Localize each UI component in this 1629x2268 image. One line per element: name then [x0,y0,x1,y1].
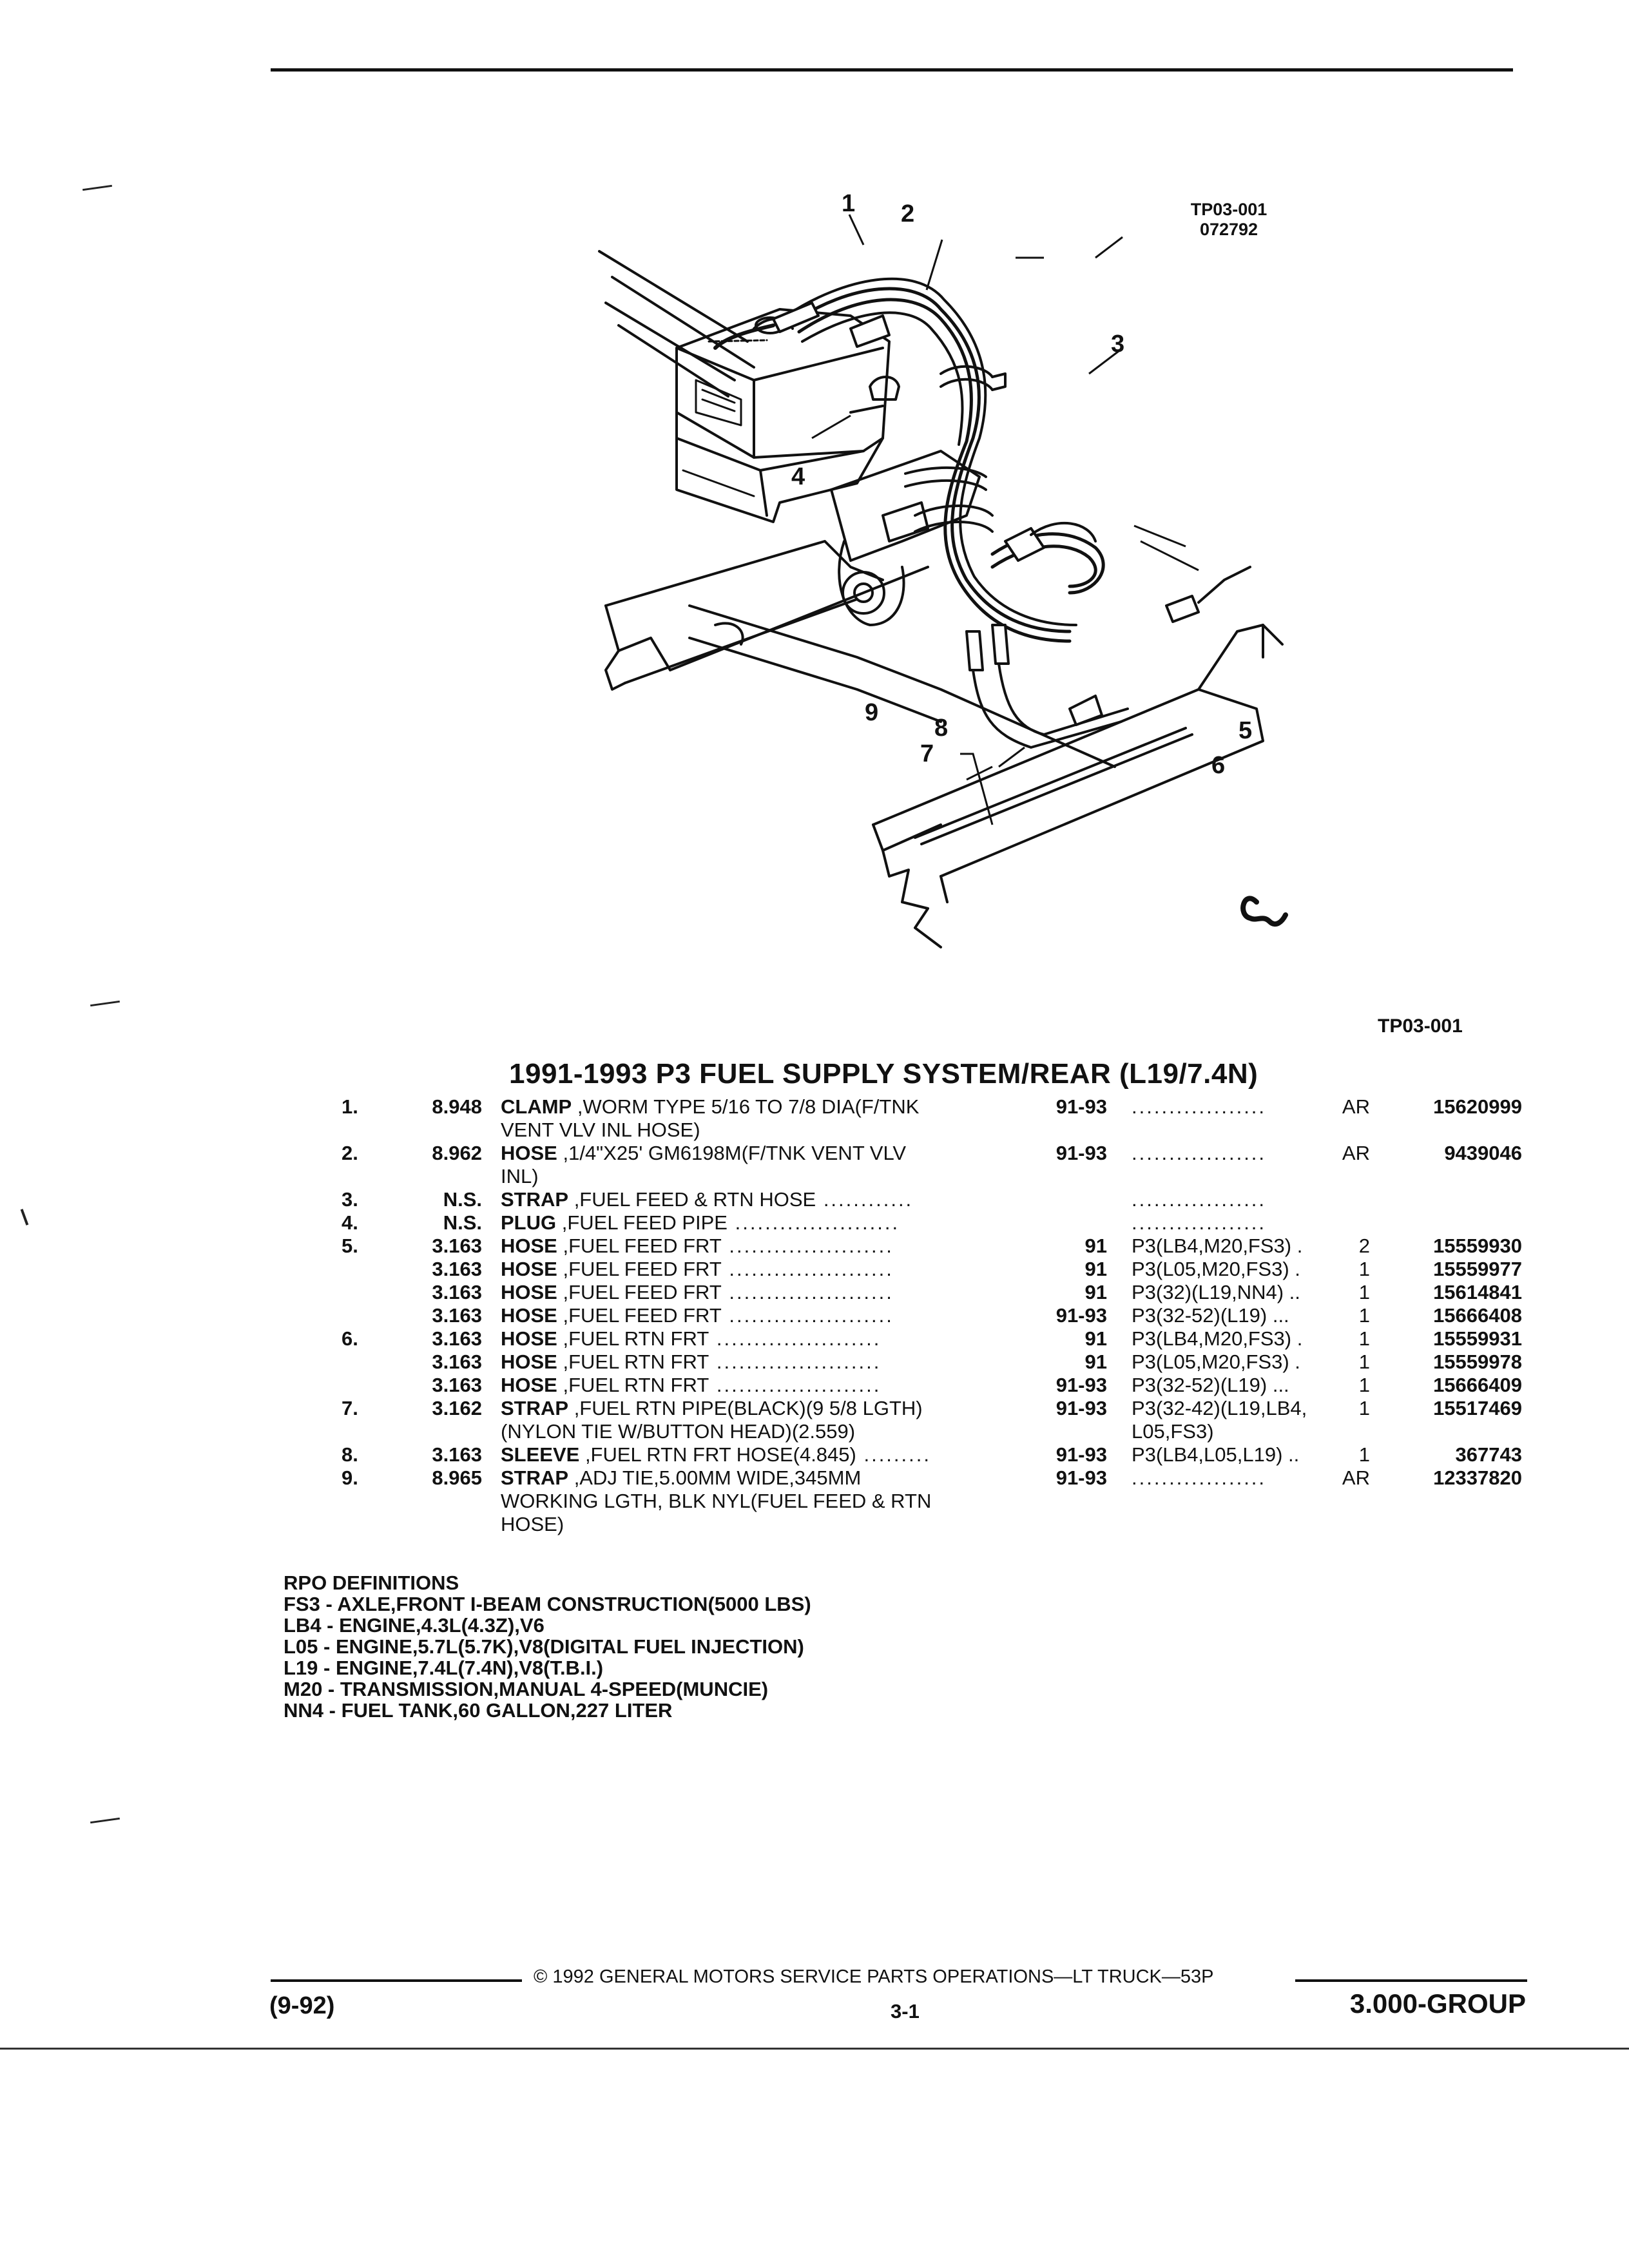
part-row [0,1350,1629,1374]
part-number: 15559930 [1433,1235,1522,1257]
leader-dots: ...................... [721,1281,894,1303]
footer-date: (9-92) [269,1992,335,2019]
leader-dots: ...................... [721,1235,894,1257]
part-usage: P3(L05,M20,FS3) . [1132,1258,1300,1280]
part-row [0,1374,1629,1397]
part-number: 367743 [1455,1443,1522,1466]
part-usage: P3(L05,M20,FS3) . [1132,1350,1300,1373]
part-number: 12337820 [1433,1466,1522,1489]
part-group-number: 3.163 [432,1374,482,1396]
footer-page-number: 3-1 [891,2000,920,2023]
part-description: HOSE ,FUEL RTN FRT ...................... [501,1350,882,1373]
callout-7: 7 [920,740,934,767]
part-usage [1132,1188,1351,1211]
part-group-number: 3.163 [432,1327,482,1350]
part-usage [1132,1095,1351,1119]
part-item-number: 3. [342,1188,358,1211]
part-name: STRAP [501,1188,569,1211]
part-group-number: 3.163 [432,1350,482,1373]
figure-id: TP03-001 [1190,200,1268,219]
part-quantity: 1 [1358,1281,1370,1303]
part-item-number: 1. [342,1095,358,1118]
part-description: STRAP ,FUEL FEED & RTN HOSE ............ [501,1188,914,1211]
part-name: HOSE [501,1142,557,1164]
part-years: 91-93 [1055,1443,1107,1466]
callout-5: 5 [1239,717,1253,744]
part-usage: P3(32-52)(L19) ... [1132,1304,1289,1327]
part-group-number: 8.965 [432,1466,482,1489]
part-number: 15666409 [1433,1374,1522,1396]
part-group-number: 3.163 [432,1281,482,1303]
leader-dots: ...................... [721,1258,894,1280]
part-number: 15620999 [1433,1095,1522,1118]
parts-list [0,1095,1629,1536]
part-usage [1132,1142,1351,1165]
part-item-number: 6. [342,1327,358,1350]
part-name: SLEEVE [501,1443,580,1466]
leader-dots: .................. [1132,1211,1267,1234]
part-name: CLAMP [501,1095,572,1118]
part-row [0,1188,1629,1211]
part-description: STRAP ,FUEL RTN PIPE(BLACK)(9 5/8 LGTH) (NYLON TIE W/BUTTON HEAD)(2.559) [501,1397,923,1443]
part-name: HOSE [501,1258,557,1280]
part-description: HOSE ,FUEL FEED FRT ...................... [501,1235,894,1257]
part-name: STRAP [501,1466,569,1489]
rpo-item: FS3 - AXLE,FRONT I-BEAM CONSTRUCTION(5000 LBS) [284,1593,811,1615]
part-description: HOSE ,FUEL FEED FRT ...................... [501,1281,894,1303]
rpo-item: L05 - ENGINE,5.7L(5.7K),V8(DIGITAL FUEL INJECTION) [284,1635,804,1658]
callout-2: 2 [901,200,915,227]
part-row [0,1142,1629,1188]
part-name: HOSE [501,1327,557,1350]
part-quantity: 1 [1358,1350,1370,1373]
footer-rule-left [271,1979,522,1982]
part-usage: P3(32-42)(L19,LB4, L05,FS3) [1132,1397,1307,1443]
figure-date-code: 072792 [1199,220,1258,239]
part-row [0,1211,1629,1235]
part-number: 15614841 [1433,1281,1522,1303]
part-years: 91 [1084,1350,1107,1373]
fuel-system-illustration [580,180,1366,960]
part-name: HOSE [501,1350,557,1373]
rpo-item: L19 - ENGINE,7.4L(7.4N),V8(T.B.I.) [284,1657,604,1679]
footer-copyright: © 1992 GENERAL MOTORS SERVICE PARTS OPERATIONS—LT TRUCK—53P [534,1966,1214,1987]
part-years: 91-93 [1055,1142,1107,1164]
part-row [0,1235,1629,1258]
part-quantity: 2 [1358,1235,1370,1257]
part-years: 91-93 [1055,1095,1107,1118]
part-years: 91-93 [1055,1374,1107,1396]
leader-dots: ...................... [709,1350,882,1373]
part-item-number: 5. [342,1235,358,1257]
part-description: PLUG ,FUEL FEED PIPE ...................... [501,1211,900,1234]
part-usage: P3(LB4,M20,FS3) . [1132,1235,1303,1257]
part-group-number: N.S. [443,1188,482,1211]
part-item-number: 9. [342,1466,358,1489]
part-number: 15559978 [1433,1350,1522,1373]
part-number: 15559931 [1433,1327,1522,1350]
callout-8: 8 [934,715,949,742]
part-item-number: 4. [342,1211,358,1234]
rpo-item: LB4 - ENGINE,4.3L(4.3Z),V6 [284,1614,545,1637]
part-description: CLAMP ,WORM TYPE 5/16 TO 7/8 DIA(F/TNK VENT VLV INL HOSE) [501,1095,920,1141]
part-quantity: 1 [1358,1443,1370,1466]
leader-dots: ......... [856,1443,931,1466]
part-usage: P3(32-52)(L19) ... [1132,1374,1289,1396]
part-quantity: AR [1342,1095,1370,1118]
part-usage [1132,1466,1351,1490]
leader-dots: ............ [816,1188,914,1211]
part-description: HOSE ,FUEL RTN FRT ...................... [501,1327,882,1350]
page-title: 1991-1993 P3 FUEL SUPPLY SYSTEM/REAR (L19/7.4N) [509,1058,1258,1090]
part-quantity: 1 [1358,1304,1370,1327]
part-group-number: 3.163 [432,1304,482,1327]
part-description: HOSE ,1/4"X25' GM6198M(F/TNK VENT VLV INL) [501,1142,907,1187]
rpo-item: NN4 - FUEL TANK,60 GALLON,227 LITER [284,1699,673,1722]
footer-rule-right [1295,1979,1527,1982]
margin-mark [90,1818,120,1823]
part-description: HOSE ,FUEL RTN FRT ...................... [501,1374,882,1396]
part-description: HOSE ,FUEL FEED FRT ...................... [501,1304,894,1327]
leader-dots: ...................... [728,1211,900,1234]
part-usage: P3(LB4,L05,L19) .. [1132,1443,1300,1466]
part-years: 91 [1084,1235,1107,1257]
part-years: 91-93 [1055,1397,1107,1419]
callout-9: 9 [865,699,879,726]
part-number: 15559977 [1433,1258,1522,1280]
part-number: 9439046 [1444,1142,1522,1164]
part-row [0,1443,1629,1466]
leader-dots: .................. [1132,1142,1267,1164]
part-item-number: 2. [342,1142,358,1164]
part-group-number: 3.163 [432,1258,482,1280]
part-usage: P3(32)(L19,NN4) .. [1132,1281,1300,1303]
callout-6: 6 [1211,752,1226,779]
part-group-number: 3.163 [432,1235,482,1257]
part-number: 15517469 [1433,1397,1522,1419]
part-item-number: 8. [342,1443,358,1466]
part-years: 91-93 [1055,1304,1107,1327]
footer-group: 3.000-GROUP [1349,1988,1526,2019]
callout-1: 1 [842,190,856,217]
part-group-number: 3.163 [432,1443,482,1466]
part-row [0,1327,1629,1350]
part-row [0,1304,1629,1327]
leader-dots: ...................... [709,1327,882,1350]
margin-mark [90,1001,120,1006]
part-group-number: 8.948 [432,1095,482,1118]
part-number: 15666408 [1433,1304,1522,1327]
part-group-number: 8.962 [432,1142,482,1164]
part-quantity: AR [1342,1142,1370,1164]
part-years: 91 [1084,1258,1107,1280]
part-years: 91 [1084,1281,1107,1303]
part-quantity: AR [1342,1466,1370,1489]
leader-dots: .................. [1132,1466,1267,1489]
part-description: STRAP ,ADJ TIE,5.00MM WIDE,345MM WORKING LGTH, BLK NYL(FUEL FEED & RTN HOSE) [501,1466,932,1535]
part-name: HOSE [501,1235,557,1257]
rpo-heading: RPO DEFINITIONS [284,1571,459,1594]
leader-dots: .................. [1132,1095,1267,1118]
part-quantity: 1 [1358,1258,1370,1280]
part-item-number: 7. [342,1397,358,1419]
callout-3: 3 [1111,331,1125,358]
part-name: PLUG [501,1211,557,1234]
part-group-number: N.S. [443,1211,482,1234]
part-row [0,1095,1629,1142]
part-usage: P3(LB4,M20,FS3) . [1132,1327,1303,1350]
part-years: 91 [1084,1327,1107,1350]
part-quantity: 1 [1358,1374,1370,1396]
part-quantity: 1 [1358,1397,1370,1419]
part-row [0,1397,1629,1443]
callout-4: 4 [791,463,805,490]
figure-bottom-label: TP03-001 [1378,1015,1463,1037]
part-row [0,1466,1629,1536]
rpo-definitions [284,1572,811,1721]
part-name: HOSE [501,1281,557,1303]
leader-dots: .................. [1132,1188,1267,1211]
part-years: 91-93 [1055,1466,1107,1489]
part-name: HOSE [501,1304,557,1327]
part-name: HOSE [501,1374,557,1396]
top-rule [271,68,1513,72]
part-usage [1132,1211,1351,1235]
margin-mark [82,185,112,191]
part-description: SLEEVE ,FUEL RTN FRT HOSE(4.845) ......... [501,1443,931,1466]
part-row [0,1281,1629,1304]
leader-dots: ...................... [721,1304,894,1327]
part-description: HOSE ,FUEL FEED FRT ...................... [501,1258,894,1280]
part-group-number: 3.162 [432,1397,482,1419]
part-row [0,1258,1629,1281]
leader-dots: ...................... [709,1374,882,1396]
bottom-rule [0,2048,1629,2050]
part-quantity: 1 [1358,1327,1370,1350]
part-name: STRAP [501,1397,569,1419]
rpo-item: M20 - TRANSMISSION,MANUAL 4-SPEED(MUNCIE) [284,1678,769,1700]
